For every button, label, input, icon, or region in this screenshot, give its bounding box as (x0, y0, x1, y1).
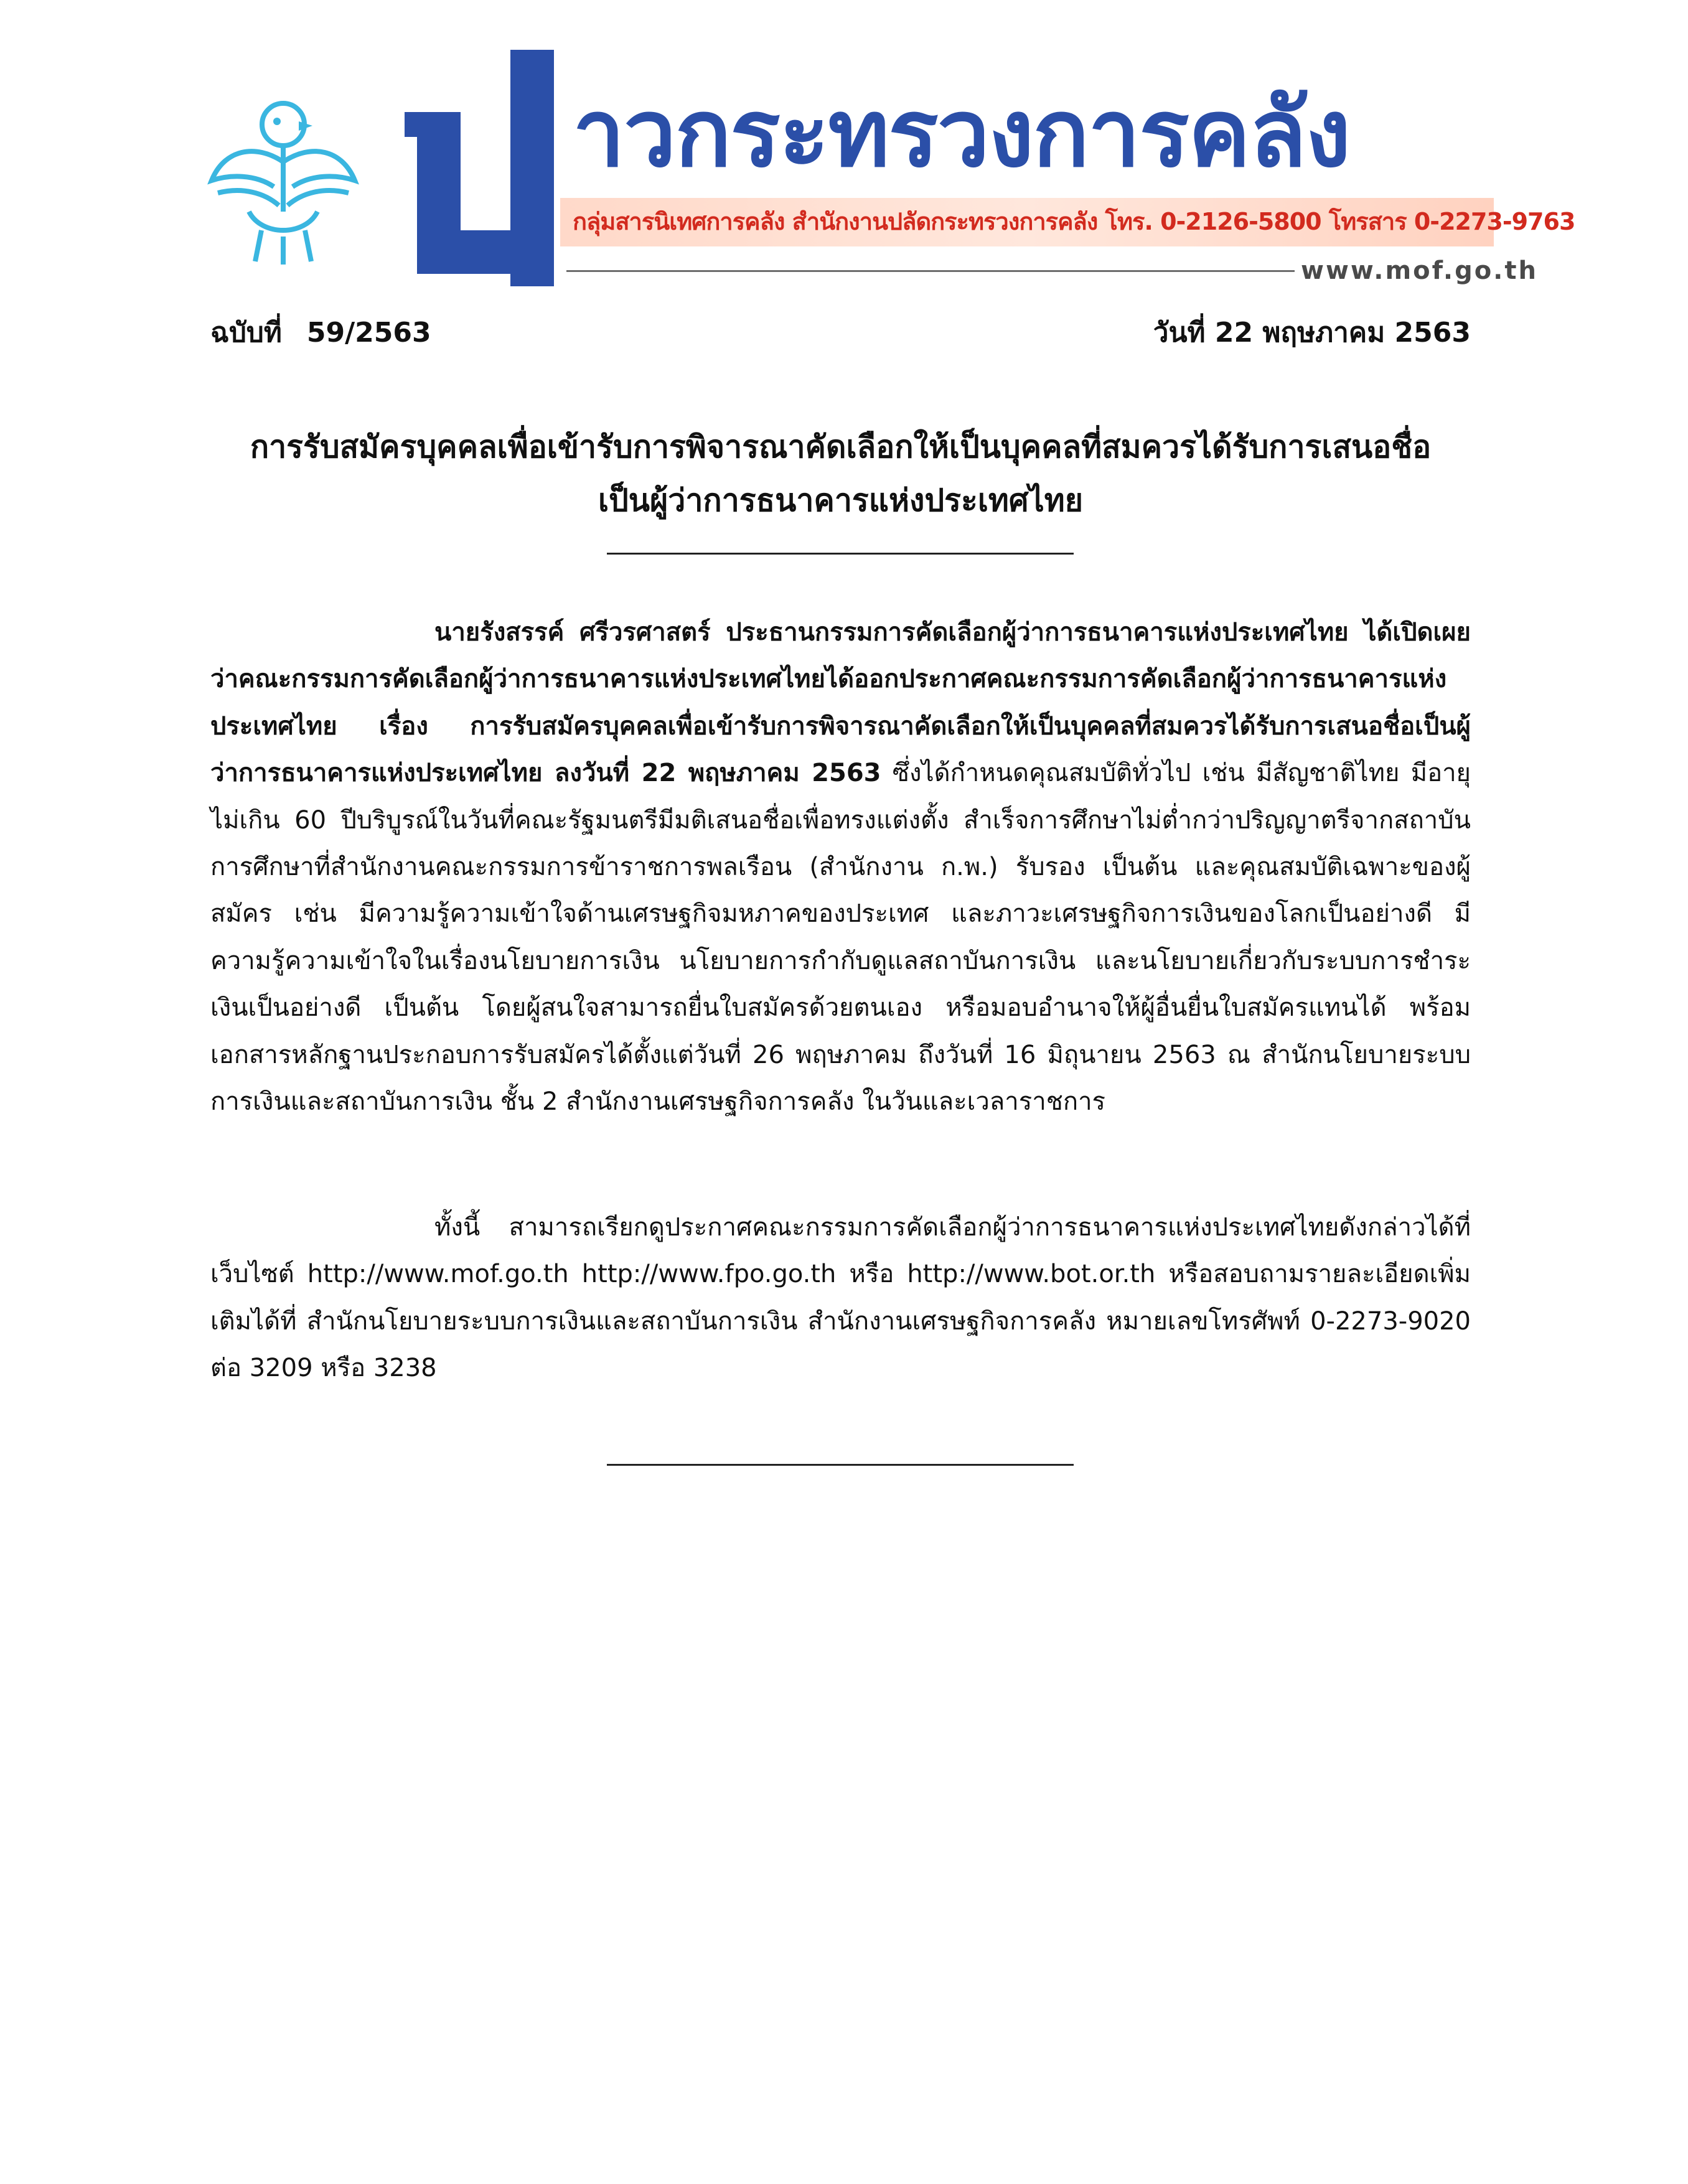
body-paragraph-2 (210, 1204, 1471, 1392)
body-paragraph-1 (210, 609, 1471, 1125)
garuda-emblem-icon (205, 87, 361, 268)
issue-number-block (210, 311, 431, 355)
masthead-subtitle: กลุ่มสารนิเทศการคลัง สำนักงานปลัดกระทรวงการคลัง โทร. 0-2126-5800 โทรสาร 0-2273-9763 (573, 208, 1575, 235)
masthead (205, 44, 1575, 293)
end-divider (607, 1464, 1074, 1466)
issue-number: 59/2563 (306, 317, 431, 349)
headline-divider (607, 553, 1074, 555)
headline-line-1: การรับสมัครบุคคลเพื่อเข้ารับการพิจารณาคัดเลือกให้เป็นบุคคลที่สมควรได้รับการเสนอชื่อ (250, 429, 1432, 465)
paragraph-2-text: ทั้งนี้ สามารถเรียกดูประกาศคณะกรรมการคัดเลือกผู้ว่าการธนาคารแห่งประเทศไทยดังกล่าวได้ที่ เว็บไซต์ http://www.mof.go.th http://www.fpo.go.th หรือ http://www.bot.or.th หรือสอบถามรายละเอียดเพิ่มเติมได้ที่ สำนักนโยบายระบบการเงินและสถาบันการเงิน สำนักงานเศรษฐกิจการคลัง หมายเลขโทรศัพท์ 0-2273-9020 ต่อ 3209 หรือ 3238 (210, 1213, 1471, 1383)
headline-line-2: เป็นผู้ว่าการธนาคารแห่งประเทศไทย (598, 482, 1084, 518)
masthead-big-letter-icon (405, 44, 566, 293)
paragraph-1-lead: นายรังสรรค์ ศรีวรศาสตร์ ประธานกรรมการคัดเลือกผู้ว่าการธนาคารแห่งประเทศไทย ได้เปิดเผยว่าคณะกรรมการคัดเลือกผู้ว่าการธนาคารแห่งประเทศไทยได้ออกประกาศคณะกรรมการคัดเลือกผู้ว่าการธนาคารแห่งประเทศไทย เรื่อง การรับสมัครบุคคลเพื่อเข้ารับการพิจารณาคัดเลือกให้เป็นบุคคลที่สมควรได้รับการเสนอชื่อเป็นผู้ว่าการธนาคารแห่งประเทศไทย ลงวันที่ 22 พฤษภาคม 2563 (210, 618, 1471, 788)
paragraph-1-body: ซึ่งได้กำหนดคุณสมบัติทั่วไป เช่น มีสัญชาติไทย มีอายุไม่เกิน 60 ปีบริบูรณ์ในวันที่คณะรัฐมนตรีมีมติเสนอชื่อเพื่อทรงแต่งตั้ง สำเร็จการศึกษาไม่ต่ำกว่าปริญญาตรีจากสถาบันการศึกษาที่สำนักงานคณะกรรมการข้าราชการพลเรือน (สำนักงาน ก.พ.) รับรอง เป็นต้น และคุณสมบัติเฉพาะของผู้สมัคร เช่น มีความรู้ความเข้าใจด้านเศรษฐกิจมหภาคของประเทศ และภาวะเศรษฐกิจการเงินของโลกเป็นอย่างดี มีความรู้ความเข้าใจในเรื่องนโยบายการเงิน นโยบายการกำกับดูแลสถาบันการเงิน และนโยบายเกี่ยวกับระบบการชำระเงินเป็นอย่างดี เป็นต้น โดยผู้สนใจสามารถยื่นใบสมัครด้วยตนเอง หรือมอบอำนาจให้ผู้อื่นยื่นใบสมัครแทนได้ พร้อมเอกสารหลักฐานประกอบการรับสมัครได้ตั้งแต่วันที่ 26 พฤษภาคม ถึงวันที่ 16 มิถุนายน 2563 ณ สำนักนโยบายระบบการเงินและสถาบันการเงิน ชั้น 2 สำนักงานเศรษฐกิจการคลัง ในวันและเวลาราชการ (210, 759, 1471, 1117)
masthead-divider (566, 270, 1295, 272)
masthead-url: www.mof.go.th (1301, 256, 1538, 285)
masthead-title: าวกระทรวงการคลัง (573, 80, 1350, 188)
issue-row (210, 311, 1471, 355)
issue-date: วันที่ 22 พฤษภาคม 2563 (1153, 317, 1471, 349)
issue-label: ฉบับที่ (210, 317, 282, 349)
headline (210, 420, 1471, 527)
